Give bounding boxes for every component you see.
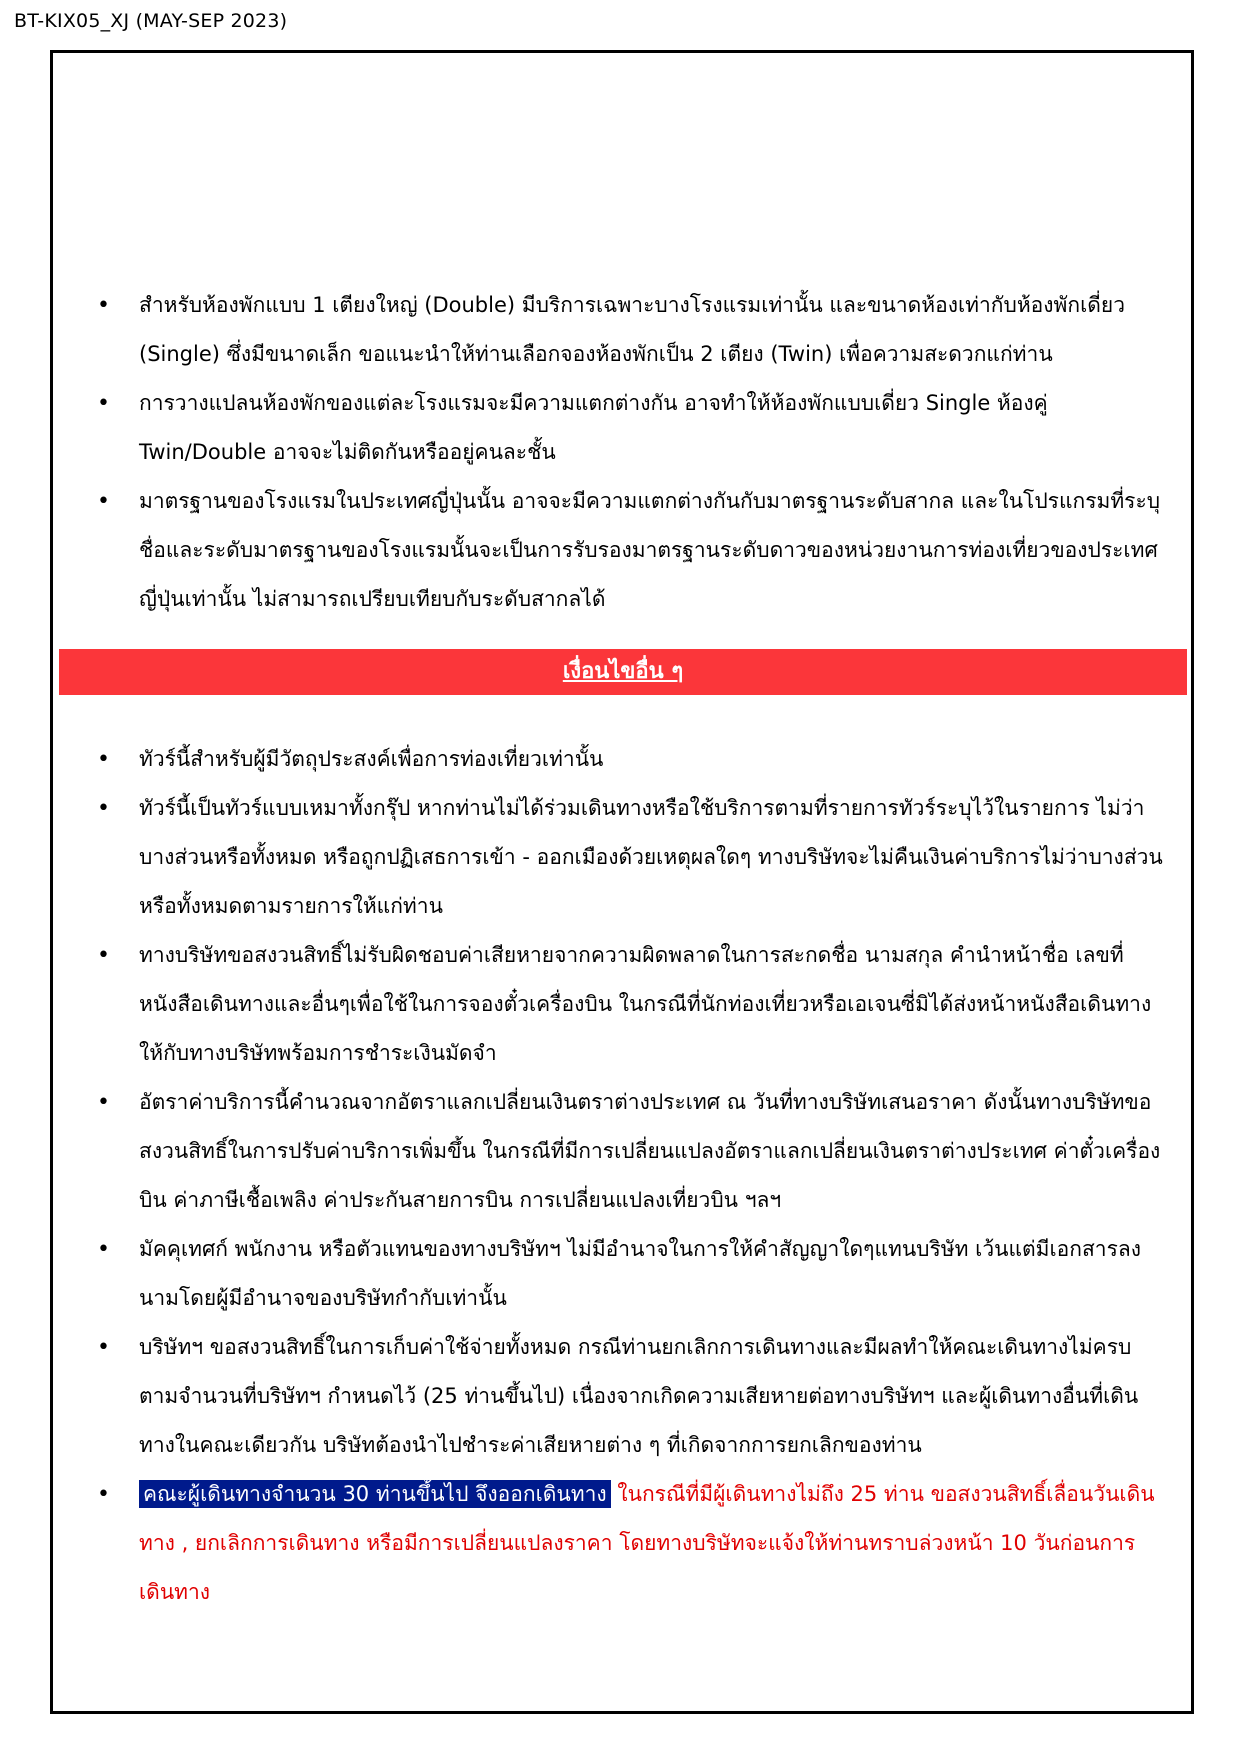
red-warning-text: ในกรณีที่มีผู้เดินทางไม่ถึง 25 ท่าน ขอสงวนสิทธิ์เลื่อนวันเดินทาง , ยกเลิกการเดินทาง หรือมีการเปลี่ยนแปลงราคา โดยทางบริษัทจะแจ้งให้ท่านทราบล่วงหน้า 10 วันก่อนการเดินทาง: [139, 1482, 1155, 1604]
document-code: BT-KIX05_XJ (MAY-SEP 2023): [14, 10, 288, 32]
list-item: • สำหรับห้องพักแบบ 1 เตียงใหญ่ (Double) มีบริการเฉพาะบางโรงแรมเท่านั้น และขนาดห้องเท่ากับห้องพักเดี่ยว (Single) ซึ่งมีขนาดเล็ก ขอแนะนำให้ท่านเลือกจองห้องพักเป็น 2 เตียง (Twin) เพื่อความสะดวกแก่ท่าน: [89, 281, 1169, 379]
content-frame: [50, 50, 1194, 1714]
list-item: • ทัวร์นี้เป็นทัวร์แบบเหมาทั้งกรุ๊ป หากท่านไม่ได้ร่วมเดินทางหรือใช้บริการตามที่รายการทัวร์ระบุไว้ในรายการ ไม่ว่าบางส่วนหรือทั้งหมด หรือถูกปฏิเสธการเข้า - ออกเมืองด้วยเหตุผลใดๆ ทางบริษัทจะไม่คืนเงินค่าบริการไม่ว่าบางส่วนหรือทั้งหมดตามรายการให้แก่ท่าน: [89, 784, 1169, 931]
list-item-minimum-group: [89, 1470, 1169, 1617]
room-notes-list: [89, 281, 1169, 624]
list-item: • การวางแปลนห้องพักของแต่ละโรงแรมจะมีความแตกต่างกัน อาจทำให้ห้องพักแบบเดี่ยว Single ห้องคู่ Twin/Double อาจจะไม่ติดกันหรืออยู่คนละชั้น: [89, 379, 1169, 477]
list-item: • ทางบริษัทขอสงวนสิทธิ์ไม่รับผิดชอบค่าเสียหายจากความผิดพลาดในการสะกดชื่อ นามสกุล คำนำหน้าชื่อ เลขที่หนังสือเดินทางและอื่นๆเพื่อใช้ในการจองตั๋วเครื่องบิน ในกรณีที่นักท่องเที่ยวหรือเอเจนซี่มิได้ส่งหน้าหนังสือเดินทางให้กับทางบริษัทพร้อมการชำระเงินมัดจำ: [89, 931, 1169, 1078]
section-heading: เงื่อนไขอื่น ๆ: [562, 659, 684, 684]
list-item: • มัคคุเทศก์ พนักงาน หรือตัวแทนของทางบริษัทฯ ไม่มีอำนาจในการให้คำสัญญาใดๆแทนบริษัท เว้นแต่มีเอกสารลงนามโดยผู้มีอำนาจของบริษัทกำกับเท่านั้น: [89, 1225, 1169, 1323]
highlighted-text: คณะผู้เดินทางจำนวน 30 ท่านขึ้นไป จึงออกเดินทาง: [139, 1480, 611, 1508]
list-item: • ทัวร์นี้สำหรับผู้มีวัตถุประสงค์เพื่อการท่องเที่ยวเท่านั้น: [89, 735, 1169, 784]
list-item: • อัตราค่าบริการนี้คำนวณจากอัตราแลกเปลี่ยนเงินตราต่างประเทศ ณ วันที่ทางบริษัทเสนอราคา ดังนั้นทางบริษัทขอสงวนสิทธิ์ในการปรับค่าบริการเพิ่มขึ้น ในกรณีที่มีการเปลี่ยนแปลงอัตราแลกเปลี่ยนเงินตราต่างประเทศ ค่าตั๋วเครื่องบิน ค่าภาษีเชื้อเพลิง ค่าประกันสายการบิน การเปลี่ยนแปลงเที่ยวบิน ฯลฯ: [89, 1078, 1169, 1225]
other-conditions-list: [89, 735, 1169, 1617]
section-banner: [59, 649, 1187, 695]
list-item: • บริษัทฯ ขอสงวนสิทธิ์ในการเก็บค่าใช้จ่ายทั้งหมด กรณีท่านยกเลิกการเดินทางและมีผลทำให้คณะเดินทางไม่ครบตามจำนวนที่บริษัทฯ กำหนดไว้ (25 ท่านขึ้นไป) เนื่องจากเกิดความเสียหายต่อทางบริษัทฯ และผู้เดินทางอื่นที่เดินทางในคณะเดียวกัน บริษัทต้องนำไปชำระค่าเสียหายต่าง ๆ ที่เกิดจากการยกเลิกของท่าน: [89, 1323, 1169, 1470]
list-item: • มาตรฐานของโรงแรมในประเทศญี่ปุ่นนั้น อาจจะมีความแตกต่างกันกับมาตรฐานระดับสากล และในโปรแกรมที่ระบุชื่อและระดับมาตรฐานของโรงแรมนั้นจะเป็นการรับรองมาตรฐานระดับดาวของหน่วยงานการท่องเที่ยวของประเทศญี่ปุ่นเท่านั้น ไม่สามารถเปรียบเทียบกับระดับสากลได้: [89, 477, 1169, 624]
